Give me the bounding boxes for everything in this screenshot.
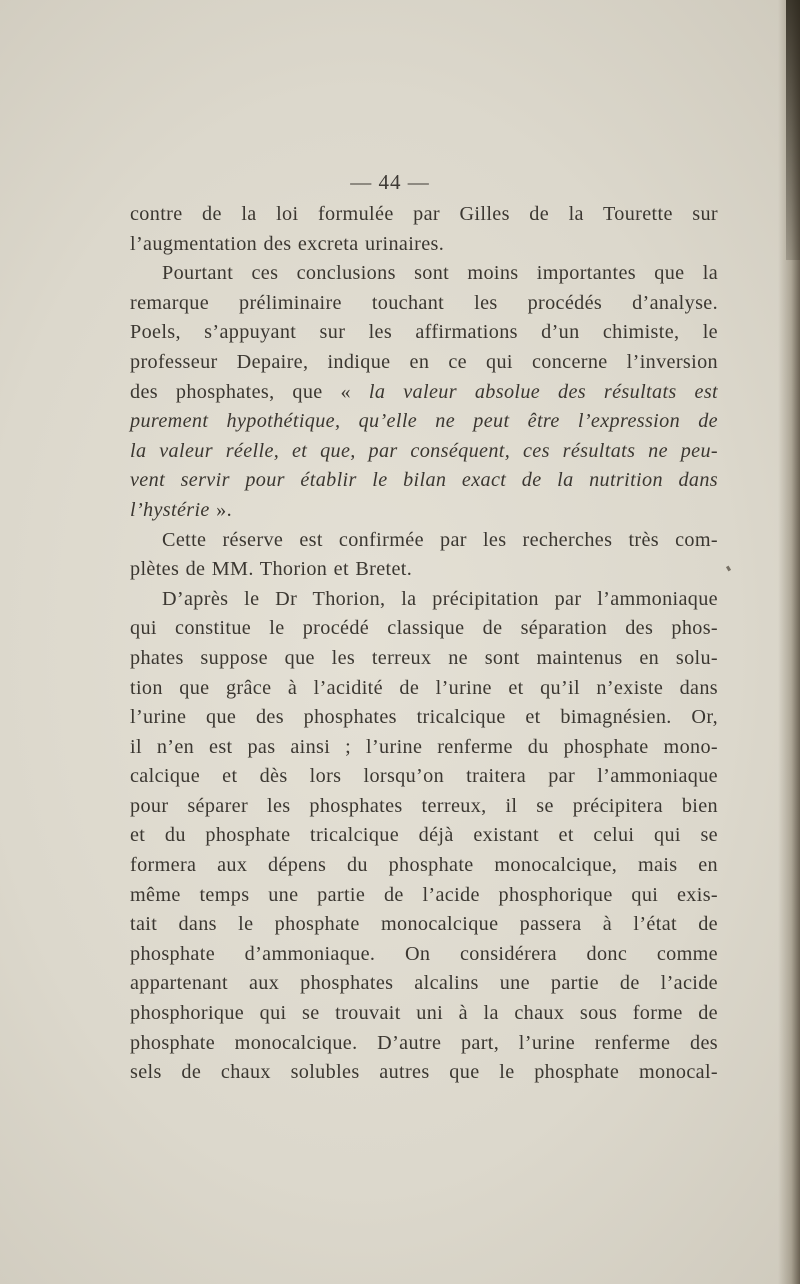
page-corner-shadow xyxy=(786,0,800,260)
text-line: appartenant aux phosphates alcalins une partie de l’acide xyxy=(130,972,718,995)
text-line: Poels, s’appuyant sur les affirmations d’un chimiste, le xyxy=(130,321,718,344)
text-line: l’augmentation des excreta urinaires. xyxy=(130,232,445,255)
text-line: phosphorique qui se trouvait uni à la chaux sous forme de xyxy=(130,1002,718,1025)
text-line: Pourtant ces conclusions sont moins importantes que la xyxy=(162,262,718,285)
text-line: remarque préliminaire touchant les procédés d’analyse. xyxy=(130,291,718,314)
body-text xyxy=(130,200,718,1088)
text-line: et du phosphate tricalcique déjà existant et celui qui se xyxy=(130,824,718,847)
page-number: — 44 — xyxy=(350,170,430,194)
text-line: phosphate d’ammoniaque. On considérera donc comme xyxy=(130,942,718,965)
text-line: tion que grâce à l’acidité de l’urine et qu’il n’existe dans xyxy=(130,676,718,699)
text-line xyxy=(130,437,718,467)
italic-run: vent servir pour établir le bilan exact de la nutrition dans xyxy=(130,469,718,492)
text-line: phates suppose que les terreux ne sont maintenus en solu- xyxy=(130,646,718,669)
text-line: contre de la loi formulée par Gilles de la Tourette sur xyxy=(130,203,718,225)
text-line: calcique et dès lors lorsqu’on traitera par l’ammoniaque xyxy=(130,765,718,788)
text-run: des phosphates, que « xyxy=(130,380,369,403)
paper-speck xyxy=(726,566,731,572)
text-line: sels de chaux solubles autres que le phosphate monocal- xyxy=(130,1061,718,1084)
text-line: formera aux dépens du phosphate monocalcique, mais en xyxy=(130,854,718,877)
italic-run: la valeur réelle, et que, par conséquent, ces résultats ne peu- xyxy=(130,439,718,462)
text-line xyxy=(130,378,718,408)
text-line: professeur Depaire, indique en ce qui concerne l’inversion xyxy=(130,350,718,373)
text-line: D’après le Dr Thorion, la précipitation par l’ammoniaque xyxy=(162,587,718,610)
text-line: il n’en est pas ainsi ; l’urine renferme du phosphate mono- xyxy=(130,735,718,758)
text-line: pour séparer les phosphates terreux, il se précipitera bien xyxy=(130,794,718,817)
text-line: même temps une partie de l’acide phosphorique qui exis- xyxy=(130,883,718,906)
text-line: qui constitue le procédé classique de séparation des phos- xyxy=(130,617,718,640)
text-line xyxy=(130,407,718,437)
italic-run: l’hystérie xyxy=(130,498,210,521)
text-line: Cette réserve est confirmée par les recherches très com- xyxy=(162,528,718,551)
italic-run: la valeur absolue des résultats est xyxy=(368,380,719,403)
italic-run: purement hypothétique, qu’elle ne peut être l’expression de xyxy=(130,410,718,433)
text-run: ». xyxy=(209,498,232,521)
text-line xyxy=(130,496,718,526)
text-line: plètes de MM. Thorion et Bretet. xyxy=(130,558,413,581)
text-line xyxy=(130,466,718,496)
text-line: phosphate monocalcique. D’autre part, l’urine renferme des xyxy=(130,1031,718,1054)
text-line: l’urine que des phosphates tricalcique et bimagnésien. Or, xyxy=(130,706,718,729)
text-line: tait dans le phosphate monocalcique passera à l’état de xyxy=(130,913,718,936)
